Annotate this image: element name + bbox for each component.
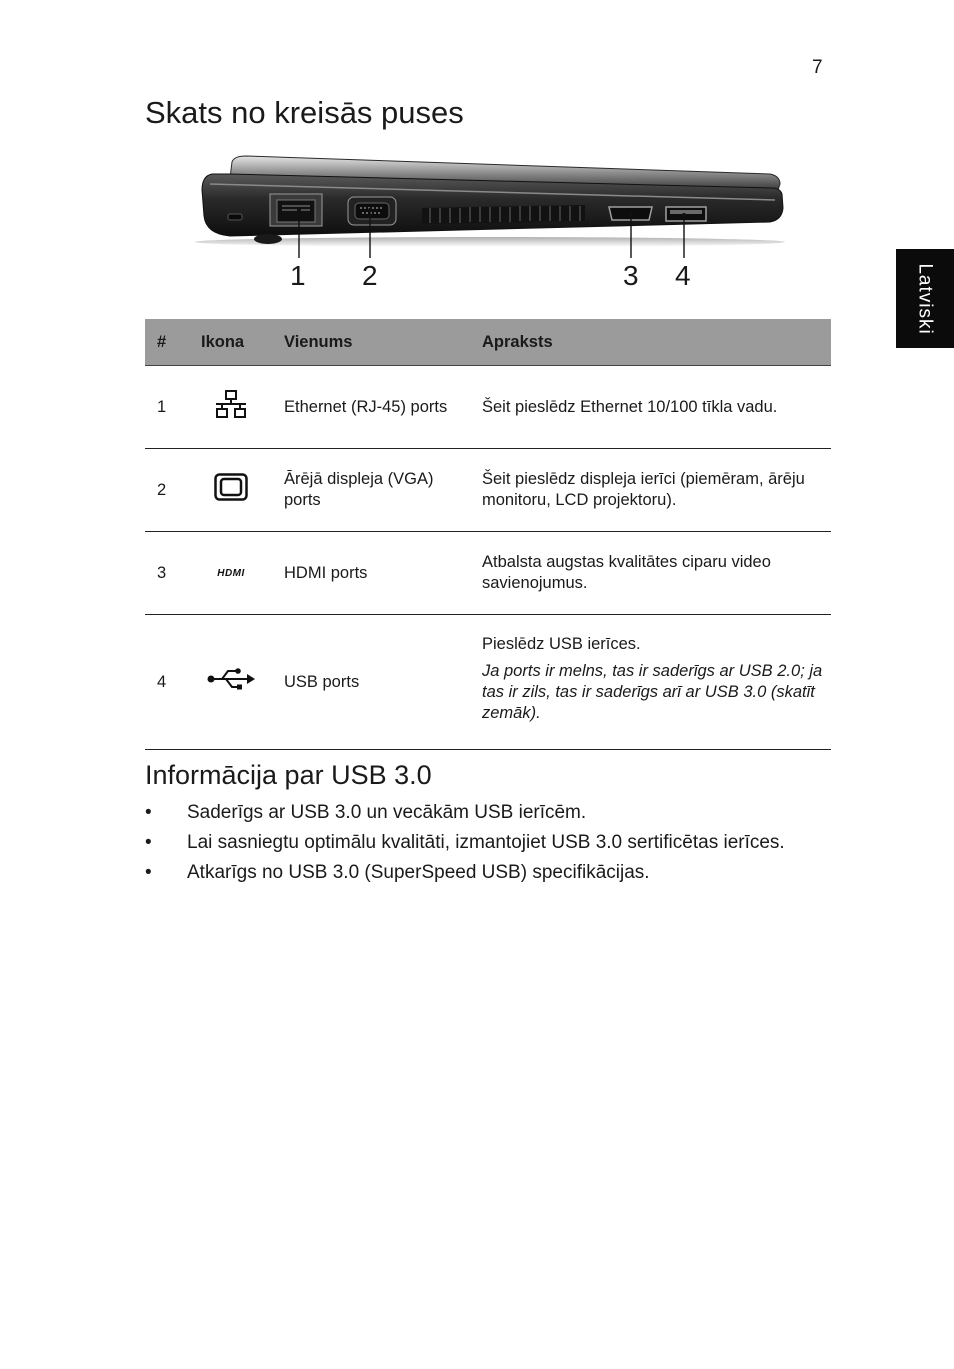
row-description (474, 615, 831, 750)
hdmi-logo-text: HDMI (216, 567, 245, 578)
row-item: Ārējā displeja (VGA) ports (276, 449, 474, 532)
header-item: Vienums (276, 319, 474, 366)
callout-3: 3 (623, 260, 639, 291)
bullet-symbol: • (145, 802, 152, 823)
table-row (145, 449, 831, 532)
usb-icon (206, 666, 256, 692)
table-row (145, 366, 831, 449)
header-icon: Ikona (193, 319, 276, 366)
callout-1: 1 (290, 260, 306, 291)
row-description: Šeit pieslēdz Ethernet 10/100 tīkla vadu. (474, 366, 831, 449)
language-tab (896, 249, 954, 348)
row-description: Šeit pieslēdz displeja ierīci (piemēram, ārēju monitoru, LCD projektoru). (474, 449, 831, 532)
row-item: Ethernet (RJ-45) ports (276, 366, 474, 449)
list-item (145, 860, 805, 885)
usb3-bullet-list (145, 800, 805, 890)
row-item: USB ports (276, 615, 474, 750)
header-description: Apraksts (474, 319, 831, 366)
row-item: HDMI ports (276, 532, 474, 615)
row-number: 3 (145, 532, 193, 615)
lock-slot (228, 214, 242, 220)
laptop-foot (254, 234, 282, 244)
bullet-symbol: • (145, 832, 152, 853)
section-title-usb3: Informācija par USB 3.0 (145, 760, 432, 790)
table-row (145, 532, 831, 615)
row-number: 4 (145, 615, 193, 750)
row-description: Atbalsta augstas kvalitātes ciparu video savienojumus. (474, 532, 831, 615)
laptop-left-side-figure (190, 150, 790, 295)
vga-icon (214, 473, 248, 501)
list-item (145, 800, 805, 825)
vga-port-inner (355, 203, 389, 219)
ethernet-icon (214, 389, 248, 419)
bullet-text: Lai sasniegtu optimālu kvalitāti, izmantojiet USB 3.0 sertificētas ierīces. (187, 832, 785, 853)
usb-port-tongue (670, 210, 702, 214)
bullet-symbol: • (145, 862, 152, 883)
bullet-text: Atkarīgs no USB 3.0 (SuperSpeed USB) specifikācijas. (187, 862, 650, 883)
hdmi-icon (211, 566, 251, 578)
usb-compatibility-note: Ja ports ir melns, tas ir saderīgs ar USB 2.0; ja tas ir zils, tas ir saderīgs arī ar USB 3.0 (skatīt zemāk). (482, 662, 823, 722)
language-tab-label: Latviski (915, 262, 937, 335)
row-number: 2 (145, 449, 193, 532)
callout-2: 2 (362, 260, 378, 291)
table-row (145, 615, 831, 750)
usb-description: Pieslēdz USB ierīces. (482, 635, 641, 653)
table-header-row (145, 319, 831, 366)
floor-shadow (195, 237, 785, 247)
row-number: 1 (145, 366, 193, 449)
ports-table (145, 319, 831, 750)
callout-4: 4 (675, 260, 691, 291)
list-item (145, 830, 805, 855)
bullet-text: Saderīgs ar USB 3.0 un vecākām USB ierīcēm. (187, 802, 587, 823)
page-number: 7 (812, 57, 823, 78)
header-number: # (145, 319, 193, 366)
laptop-side-illustration (190, 150, 790, 295)
ethernet-port-jack (277, 200, 315, 222)
section-title-left-view: Skats no kreisās puses (145, 95, 464, 130)
